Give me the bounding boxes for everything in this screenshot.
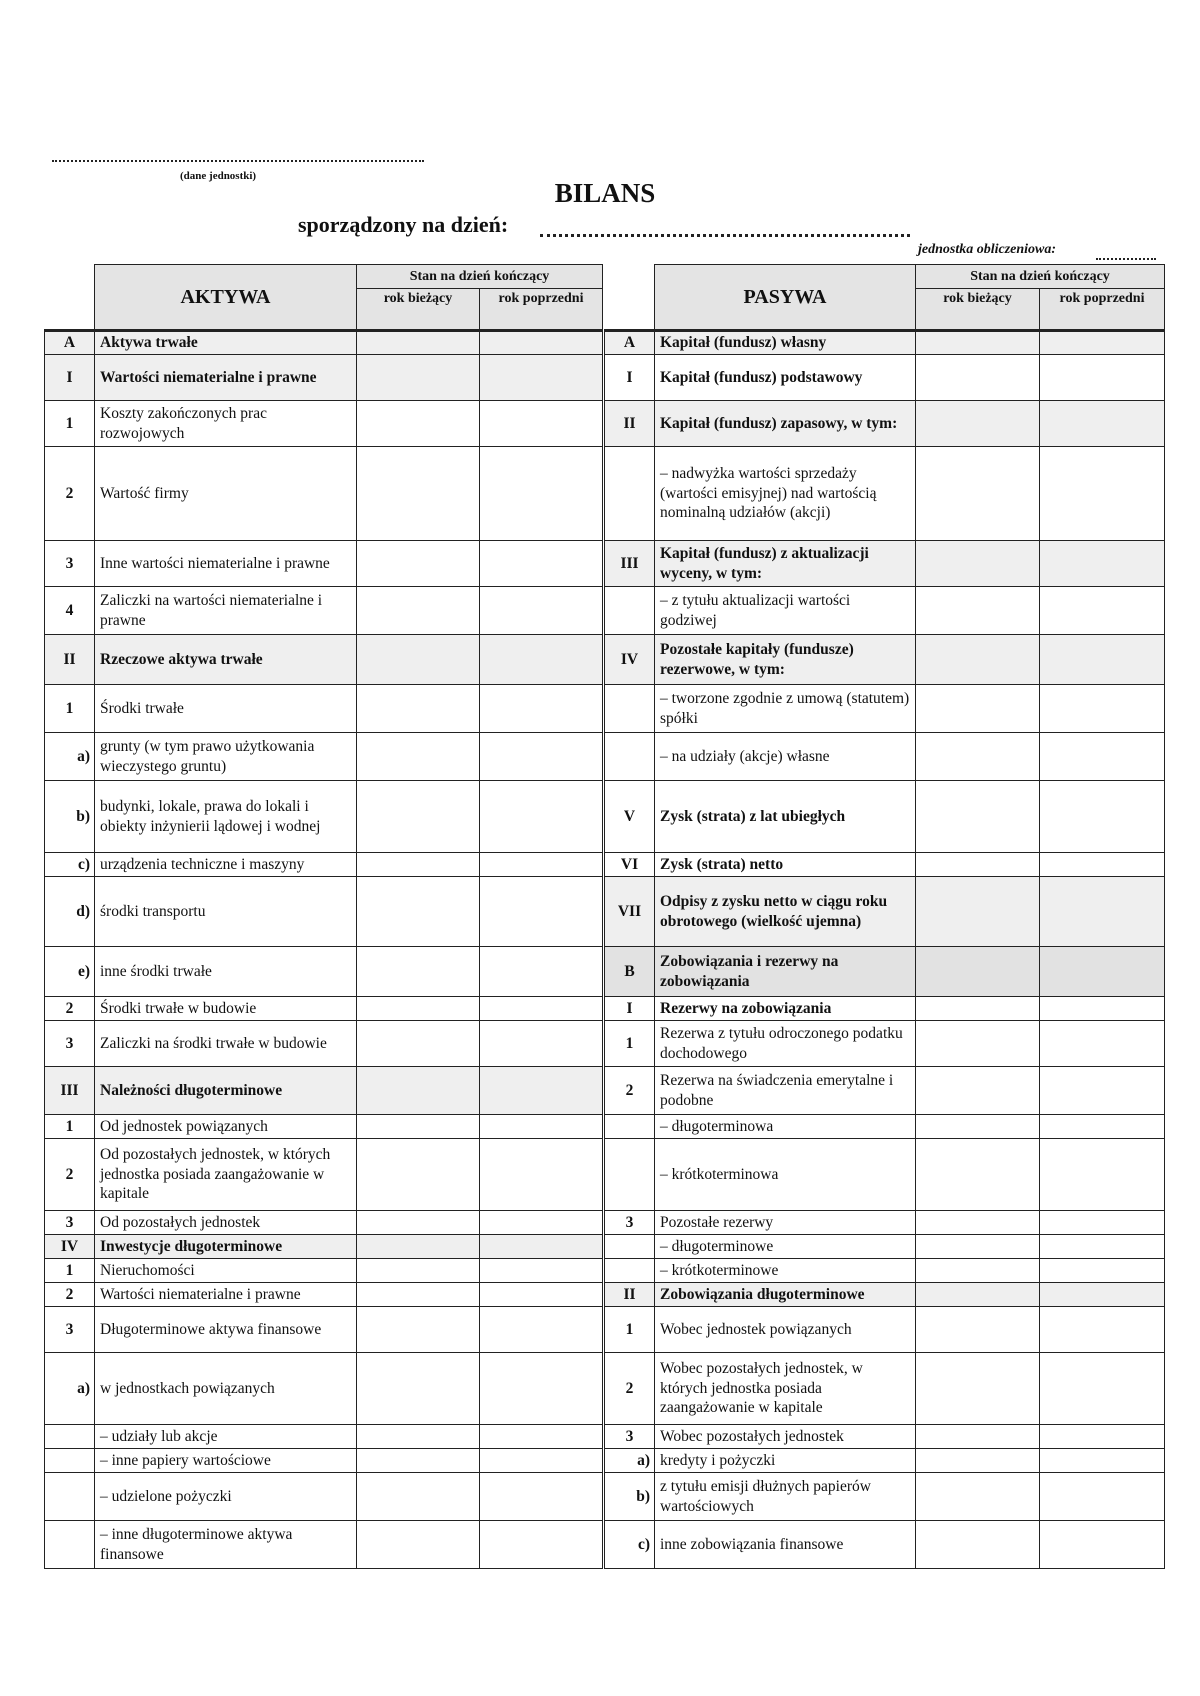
aktywa-row <box>45 1283 603 1307</box>
document-title: BILANS <box>554 178 656 208</box>
aktywa-value-current[interactable] <box>357 1353 480 1425</box>
aktywa-value-previous[interactable] <box>480 997 603 1021</box>
pasywa-state-header: Stan na dzień kończący <box>916 265 1165 289</box>
aktywa-row-text: Rzeczowe aktywa trwałe <box>95 635 357 685</box>
aktywa-row-text: Wartość firmy <box>95 447 357 541</box>
aktywa-row-text: Aktywa trwałe <box>95 331 357 355</box>
pasywa-row-text: Kapitał (fundusz) z aktualizacji wyceny, w tym: <box>655 541 916 587</box>
pasywa-row <box>605 1473 1165 1521</box>
aktywa-row-label: c) <box>45 853 95 877</box>
aktywa-row <box>45 331 603 355</box>
aktywa-row <box>45 355 603 401</box>
aktywa-value-current[interactable] <box>357 997 480 1021</box>
aktywa-row <box>45 1449 603 1473</box>
pasywa-row <box>605 1353 1165 1425</box>
pasywa-row <box>605 685 1165 733</box>
aktywa-value-current[interactable] <box>357 1425 480 1449</box>
aktywa-row-text: Zaliczki na wartości niematerialne i prawne <box>95 587 357 635</box>
aktywa-row <box>45 853 603 877</box>
aktywa-row-text: grunty (w tym prawo użytkowania wieczystego gruntu) <box>95 733 357 781</box>
pasywa-value-previous[interactable] <box>1040 1449 1165 1473</box>
aktywa-value-current[interactable] <box>357 1115 480 1139</box>
pasywa-value-current[interactable] <box>916 1425 1040 1449</box>
pasywa-row <box>605 587 1165 635</box>
aktywa-title: AKTYWA <box>95 265 357 331</box>
pasywa-row-text: z tytułu emisji dłużnych papierów wartościowych <box>655 1473 916 1521</box>
aktywa-row-text: Inne wartości niematerialne i prawne <box>95 541 357 587</box>
pasywa-row-label: 1 <box>605 1307 655 1353</box>
aktywa-value-previous[interactable] <box>480 685 603 733</box>
aktywa-value-current[interactable] <box>357 685 480 733</box>
aktywa-value-current[interactable] <box>357 635 480 685</box>
pasywa-row-label: III <box>605 541 655 587</box>
aktywa-value-previous[interactable] <box>480 1353 603 1425</box>
aktywa-row-label: 2 <box>45 1283 95 1307</box>
pasywa-row-label <box>605 733 655 781</box>
pasywa-row-text: – długoterminowa <box>655 1115 916 1139</box>
aktywa-row-label: d) <box>45 877 95 947</box>
aktywa-value-previous[interactable] <box>480 1425 603 1449</box>
aktywa-value-previous[interactable] <box>480 1067 603 1115</box>
aktywa-row-label: 2 <box>45 447 95 541</box>
aktywa-col-current: rok bieżący <box>357 289 480 331</box>
pasywa-value-previous[interactable] <box>1040 1211 1165 1235</box>
pasywa-value-current[interactable] <box>916 1211 1040 1235</box>
pasywa-row-label <box>605 1139 655 1211</box>
pasywa-row <box>605 1067 1165 1115</box>
pasywa-row <box>605 1235 1165 1259</box>
pasywa-row <box>605 997 1165 1021</box>
aktywa-value-current[interactable] <box>357 587 480 635</box>
aktywa-row-label <box>45 1473 95 1521</box>
pasywa-row-label: 2 <box>605 1067 655 1115</box>
unit-data-line[interactable] <box>52 150 424 162</box>
aktywa-value-current[interactable] <box>357 781 480 853</box>
pasywa-row-text: inne zobowiązania finansowe <box>655 1521 916 1569</box>
aktywa-value-previous[interactable] <box>480 1307 603 1353</box>
aktywa-value-previous[interactable] <box>480 1235 603 1259</box>
aktywa-value-previous[interactable] <box>480 1211 603 1235</box>
pasywa-row-text: Zobowiązania długoterminowe <box>655 1283 916 1307</box>
pasywa-row <box>605 1139 1165 1211</box>
pasywa-value-previous[interactable] <box>1040 877 1165 947</box>
aktywa-value-current[interactable] <box>357 947 480 997</box>
aktywa-row-label <box>45 1521 95 1569</box>
pasywa-value-previous[interactable] <box>1040 447 1165 541</box>
aktywa-value-current[interactable] <box>357 1021 480 1067</box>
pasywa-row <box>605 1307 1165 1353</box>
aktywa-value-current[interactable] <box>357 1259 480 1283</box>
aktywa-row-label: 3 <box>45 1021 95 1067</box>
aktywa-value-previous[interactable] <box>480 1259 603 1283</box>
pasywa-row-text: Zysk (strata) netto <box>655 853 916 877</box>
pasywa-row <box>605 635 1165 685</box>
pasywa-value-current[interactable] <box>916 1235 1040 1259</box>
aktywa-value-current[interactable] <box>357 1449 480 1473</box>
aktywa-row-label: 1 <box>45 401 95 447</box>
pasywa-value-previous[interactable] <box>1040 997 1165 1021</box>
pasywa-row <box>605 1283 1165 1307</box>
aktywa-row-text: – udzielone pożyczki <box>95 1473 357 1521</box>
aktywa-value-previous[interactable] <box>480 401 603 447</box>
aktywa-row <box>45 1211 603 1235</box>
pasywa-value-current[interactable] <box>916 587 1040 635</box>
pasywa-value-previous[interactable] <box>1040 1521 1165 1569</box>
aktywa-row-text: – inne długoterminowe aktywa finansowe <box>95 1521 357 1569</box>
pasywa-value-previous[interactable] <box>1040 781 1165 853</box>
unit-calc-label: jednostka obliczeniowa: <box>918 242 1057 257</box>
aktywa-row-label: III <box>45 1067 95 1115</box>
aktywa-row <box>45 1521 603 1569</box>
aktywa-row <box>45 1307 603 1353</box>
aktywa-value-previous[interactable] <box>480 1521 603 1569</box>
pasywa-value-previous[interactable] <box>1040 685 1165 733</box>
aktywa-value-previous[interactable] <box>480 733 603 781</box>
aktywa-value-current[interactable] <box>357 877 480 947</box>
pasywa-row-text: Rezerwy na zobowiązania <box>655 997 916 1021</box>
pasywa-row-label: B <box>605 947 655 997</box>
pasywa-value-current[interactable] <box>916 1521 1040 1569</box>
pasywa-value-current[interactable] <box>916 781 1040 853</box>
pasywa-row-label: 2 <box>605 1353 655 1425</box>
aktywa-value-current[interactable] <box>357 447 480 541</box>
pasywa-row-label <box>605 587 655 635</box>
pasywa-row-label: 3 <box>605 1211 655 1235</box>
pasywa-row <box>605 947 1165 997</box>
pasywa-value-previous[interactable] <box>1040 1067 1165 1115</box>
aktywa-col-previous: rok poprzedni <box>480 289 603 331</box>
pasywa-value-current[interactable] <box>916 1259 1040 1283</box>
aktywa-row-text: Inwestycje długoterminowe <box>95 1235 357 1259</box>
pasywa-row-label <box>605 447 655 541</box>
pasywa-value-current[interactable] <box>916 635 1040 685</box>
aktywa-row <box>45 1425 603 1449</box>
aktywa-row <box>45 1067 603 1115</box>
aktywa-row-label: b) <box>45 781 95 853</box>
aktywa-row-text: środki transportu <box>95 877 357 947</box>
pasywa-row-text: Kapitał (fundusz) zapasowy, w tym: <box>655 401 916 447</box>
pasywa-row <box>605 1521 1165 1569</box>
pasywa-row-label <box>605 1259 655 1283</box>
aktywa-row <box>45 1259 603 1283</box>
aktywa-row-label: 4 <box>45 587 95 635</box>
aktywa-value-current[interactable] <box>357 1139 480 1211</box>
pasywa-row <box>605 877 1165 947</box>
aktywa-row-label: I <box>45 355 95 401</box>
pasywa-value-previous[interactable] <box>1040 541 1165 587</box>
pasywa-value-previous[interactable] <box>1040 1115 1165 1139</box>
aktywa-row <box>45 635 603 685</box>
aktywa-value-current[interactable] <box>357 1235 480 1259</box>
pasywa-value-previous[interactable] <box>1040 1307 1165 1353</box>
pasywa-row-text: Pozostałe kapitały (fundusze) rezerwowe, w tym: <box>655 635 916 685</box>
aktywa-row-label <box>45 1449 95 1473</box>
pasywa-row-text: Wobec pozostałych jednostek <box>655 1425 916 1449</box>
aktywa-row <box>45 1473 603 1521</box>
aktywa-value-current[interactable] <box>357 401 480 447</box>
pasywa-value-current[interactable] <box>916 947 1040 997</box>
unit-caption: (dane jednostki) <box>180 170 257 182</box>
pasywa-value-current[interactable] <box>916 1449 1040 1473</box>
aktywa-value-current[interactable] <box>357 733 480 781</box>
pasywa-row-text: Kapitał (fundusz) podstawowy <box>655 355 916 401</box>
aktywa-row <box>45 1353 603 1425</box>
aktywa-row <box>45 587 603 635</box>
aktywa-row-label: II <box>45 635 95 685</box>
aktywa-row <box>45 997 603 1021</box>
pasywa-row-text: Odpisy z zysku netto w ciągu roku obrotowego (wielkość ujemna) <box>655 877 916 947</box>
aktywa-value-previous[interactable] <box>480 1449 603 1473</box>
aktywa-value-current[interactable] <box>357 1211 480 1235</box>
pasywa-value-current[interactable] <box>916 401 1040 447</box>
pasywa-value-current[interactable] <box>916 1283 1040 1307</box>
pasywa-value-previous[interactable] <box>1040 635 1165 685</box>
pasywa-row-text: kredyty i pożyczki <box>655 1449 916 1473</box>
aktywa-value-current[interactable] <box>357 1067 480 1115</box>
pasywa-row-text: Wobec jednostek powiązanych <box>655 1307 916 1353</box>
aktywa-value-previous[interactable] <box>480 1139 603 1211</box>
aktywa-row-text: Wartości niematerialne i prawne <box>95 1283 357 1307</box>
aktywa-row-text: Środki trwałe w budowie <box>95 997 357 1021</box>
pasywa-row-text: Rezerwa na świadczenia emerytalne i podobne <box>655 1067 916 1115</box>
aktywa-row <box>45 1021 603 1067</box>
pasywa-value-current[interactable] <box>916 331 1040 355</box>
pasywa-row-label <box>605 685 655 733</box>
pasywa-row-text: – na udziały (akcje) własne <box>655 733 916 781</box>
aktywa-row-text: urządzenia techniczne i maszyny <box>95 853 357 877</box>
date-field[interactable] <box>540 212 910 237</box>
pasywa-value-previous[interactable] <box>1040 1021 1165 1067</box>
pasywa-value-current[interactable] <box>916 1067 1040 1115</box>
pasywa-col-current: rok bieżący <box>916 289 1040 331</box>
aktywa-row-label: A <box>45 331 95 355</box>
pasywa-value-current[interactable] <box>916 997 1040 1021</box>
pasywa-row-label: I <box>605 355 655 401</box>
aktywa-value-previous[interactable] <box>480 877 603 947</box>
pasywa-row <box>605 401 1165 447</box>
pasywa-value-previous[interactable] <box>1040 1235 1165 1259</box>
aktywa-row-text: Należności długoterminowe <box>95 1067 357 1115</box>
aktywa-row-text: w jednostkach powiązanych <box>95 1353 357 1425</box>
aktywa-row-text: – inne papiery wartościowe <box>95 1449 357 1473</box>
aktywa-value-current[interactable] <box>357 541 480 587</box>
aktywa-row <box>45 947 603 997</box>
pasywa-row <box>605 541 1165 587</box>
aktywa-value-previous[interactable] <box>480 1115 603 1139</box>
pasywa-row-label: II <box>605 1283 655 1307</box>
pasywa-row-text: Pozostałe rezerwy <box>655 1211 916 1235</box>
aktywa-value-previous[interactable] <box>480 635 603 685</box>
aktywa-value-previous[interactable] <box>480 331 603 355</box>
pasywa-row-text: Wobec pozostałych jednostek, w których jednostka posiada zaangażowanie w kapitale <box>655 1353 916 1425</box>
pasywa-value-previous[interactable] <box>1040 355 1165 401</box>
pasywa-row <box>605 1449 1165 1473</box>
aktywa-row-label: 1 <box>45 685 95 733</box>
aktywa-value-previous[interactable] <box>480 853 603 877</box>
pasywa-row-label: 3 <box>605 1425 655 1449</box>
pasywa-value-previous[interactable] <box>1040 1353 1165 1425</box>
pasywa-value-previous[interactable] <box>1040 1139 1165 1211</box>
aktywa-value-previous[interactable] <box>480 781 603 853</box>
pasywa-row-label: V <box>605 781 655 853</box>
aktywa-row-text: – udziały lub akcje <box>95 1425 357 1449</box>
pasywa-value-previous[interactable] <box>1040 401 1165 447</box>
pasywa-row-text: – długoterminowe <box>655 1235 916 1259</box>
pasywa-row-label: I <box>605 997 655 1021</box>
pasywa-value-previous[interactable] <box>1040 1473 1165 1521</box>
aktywa-row-label: 3 <box>45 541 95 587</box>
pasywa-value-current[interactable] <box>916 1473 1040 1521</box>
pasywa-row <box>605 1425 1165 1449</box>
document-subtitle: sporządzony na dzień: <box>298 212 509 237</box>
aktywa-value-current[interactable] <box>357 331 480 355</box>
pasywa-row-label: VI <box>605 853 655 877</box>
aktywa-row-text: Długoterminowe aktywa finansowe <box>95 1307 357 1353</box>
aktywa-row-label: 1 <box>45 1259 95 1283</box>
pasywa-row-text: Zobowiązania i rezerwy na zobowiązania <box>655 947 916 997</box>
aktywa-value-current[interactable] <box>357 1283 480 1307</box>
pasywa-row <box>605 1115 1165 1139</box>
aktywa-row <box>45 781 603 853</box>
pasywa-row-label: A <box>605 331 655 355</box>
pasywa-row <box>605 733 1165 781</box>
pasywa-title: PASYWA <box>655 265 916 331</box>
pasywa-row-label <box>605 1235 655 1259</box>
aktywa-row <box>45 1235 603 1259</box>
pasywa-row-label: 1 <box>605 1021 655 1067</box>
pasywa-value-current[interactable] <box>916 1307 1040 1353</box>
pasywa-row-label: IV <box>605 635 655 685</box>
aktywa-row <box>45 1115 603 1139</box>
aktywa-row-label: IV <box>45 1235 95 1259</box>
unit-calc-field[interactable] <box>1096 244 1156 260</box>
pasywa-value-current[interactable] <box>916 1115 1040 1139</box>
aktywa-row-text: Od pozostałych jednostek, w których jednostka posiada zaangażowanie w kapitale <box>95 1139 357 1211</box>
aktywa-row-label: 2 <box>45 1139 95 1211</box>
aktywa-value-current[interactable] <box>357 1473 480 1521</box>
pasywa-value-current[interactable] <box>916 853 1040 877</box>
pasywa-row-text: – krótkoterminowe <box>655 1259 916 1283</box>
aktywa-table <box>44 264 603 1569</box>
pasywa-row-text: Zysk (strata) z lat ubiegłych <box>655 781 916 853</box>
aktywa-value-previous[interactable] <box>480 355 603 401</box>
pasywa-col-previous: rok poprzedni <box>1040 289 1165 331</box>
pasywa-value-previous[interactable] <box>1040 1259 1165 1283</box>
pasywa-row-text: – z tytułu aktualizacji wartości godziwej <box>655 587 916 635</box>
aktywa-row-text: Zaliczki na środki trwałe w budowie <box>95 1021 357 1067</box>
aktywa-row <box>45 733 603 781</box>
pasywa-row-text: – tworzone zgodnie z umową (statutem) spółki <box>655 685 916 733</box>
pasywa-row-label: VII <box>605 877 655 947</box>
pasywa-value-current[interactable] <box>916 685 1040 733</box>
pasywa-value-previous[interactable] <box>1040 733 1165 781</box>
aktywa-value-previous[interactable] <box>480 541 603 587</box>
pasywa-row <box>605 1259 1165 1283</box>
pasywa-row <box>605 1211 1165 1235</box>
pasywa-row-text: – nadwyżka wartości sprzedaży (wartości emisyjnej) nad wartością nominalną udziałów (akcji) <box>655 447 916 541</box>
aktywa-state-header: Stan na dzień kończący <box>357 265 603 289</box>
aktywa-value-previous[interactable] <box>480 947 603 997</box>
aktywa-row <box>45 541 603 587</box>
aktywa-row-text: Od jednostek powiązanych <box>95 1115 357 1139</box>
pasywa-table <box>604 264 1165 1569</box>
aktywa-row-label: e) <box>45 947 95 997</box>
pasywa-row-label: c) <box>605 1521 655 1569</box>
pasywa-row-text: Rezerwa z tytułu odroczonego podatku dochodowego <box>655 1021 916 1067</box>
pasywa-value-current[interactable] <box>916 447 1040 541</box>
pasywa-value-current[interactable] <box>916 1021 1040 1067</box>
pasywa-value-previous[interactable] <box>1040 947 1165 997</box>
aktywa-value-previous[interactable] <box>480 1021 603 1067</box>
aktywa-row <box>45 685 603 733</box>
aktywa-value-previous[interactable] <box>480 587 603 635</box>
aktywa-row-text: Wartości niematerialne i prawne <box>95 355 357 401</box>
aktywa-value-current[interactable] <box>357 355 480 401</box>
pasywa-row <box>605 853 1165 877</box>
pasywa-value-current[interactable] <box>916 541 1040 587</box>
aktywa-row <box>45 1139 603 1211</box>
aktywa-row-text: Koszty zakończonych prac rozwojowych <box>95 401 357 447</box>
pasywa-row-label: a) <box>605 1449 655 1473</box>
aktywa-value-current[interactable] <box>357 853 480 877</box>
aktywa-value-previous[interactable] <box>480 1283 603 1307</box>
aktywa-value-current[interactable] <box>357 1307 480 1353</box>
aktywa-row-text: budynki, lokale, prawa do lokali i obiekty inżynierii lądowej i wodnej <box>95 781 357 853</box>
aktywa-row <box>45 401 603 447</box>
pasywa-value-current[interactable] <box>916 877 1040 947</box>
pasywa-row-label: b) <box>605 1473 655 1521</box>
aktywa-value-current[interactable] <box>357 1521 480 1569</box>
pasywa-value-current[interactable] <box>916 733 1040 781</box>
aktywa-row-text: Środki trwałe <box>95 685 357 733</box>
pasywa-value-previous[interactable] <box>1040 587 1165 635</box>
aktywa-row-text: inne środki trwałe <box>95 947 357 997</box>
aktywa-row <box>45 877 603 947</box>
pasywa-row <box>605 781 1165 853</box>
aktywa-value-previous[interactable] <box>480 1473 603 1521</box>
pasywa-value-current[interactable] <box>916 355 1040 401</box>
aktywa-row-label: a) <box>45 1353 95 1425</box>
pasywa-value-previous[interactable] <box>1040 331 1165 355</box>
aktywa-row-label: 3 <box>45 1307 95 1353</box>
aktywa-value-previous[interactable] <box>480 447 603 541</box>
pasywa-value-previous[interactable] <box>1040 1425 1165 1449</box>
aktywa-row-label: 3 <box>45 1211 95 1235</box>
pasywa-row-text: – krótkoterminowa <box>655 1139 916 1211</box>
aktywa-row-label: 2 <box>45 997 95 1021</box>
pasywa-row-label <box>605 1115 655 1139</box>
aktywa-row-text: Od pozostałych jednostek <box>95 1211 357 1235</box>
pasywa-row <box>605 1021 1165 1067</box>
aktywa-row <box>45 447 603 541</box>
pasywa-row <box>605 331 1165 355</box>
pasywa-row <box>605 355 1165 401</box>
pasywa-value-current[interactable] <box>916 1353 1040 1425</box>
aktywa-row-label <box>45 1425 95 1449</box>
pasywa-value-current[interactable] <box>916 1139 1040 1211</box>
pasywa-value-previous[interactable] <box>1040 1283 1165 1307</box>
pasywa-header-spacer <box>605 265 655 331</box>
pasywa-row <box>605 447 1165 541</box>
aktywa-row-text: Nieruchomości <box>95 1259 357 1283</box>
pasywa-value-previous[interactable] <box>1040 853 1165 877</box>
aktywa-row-label: 1 <box>45 1115 95 1139</box>
aktywa-header-spacer <box>45 265 95 331</box>
pasywa-row-text: Kapitał (fundusz) własny <box>655 331 916 355</box>
aktywa-row-label: a) <box>45 733 95 781</box>
pasywa-row-label: II <box>605 401 655 447</box>
